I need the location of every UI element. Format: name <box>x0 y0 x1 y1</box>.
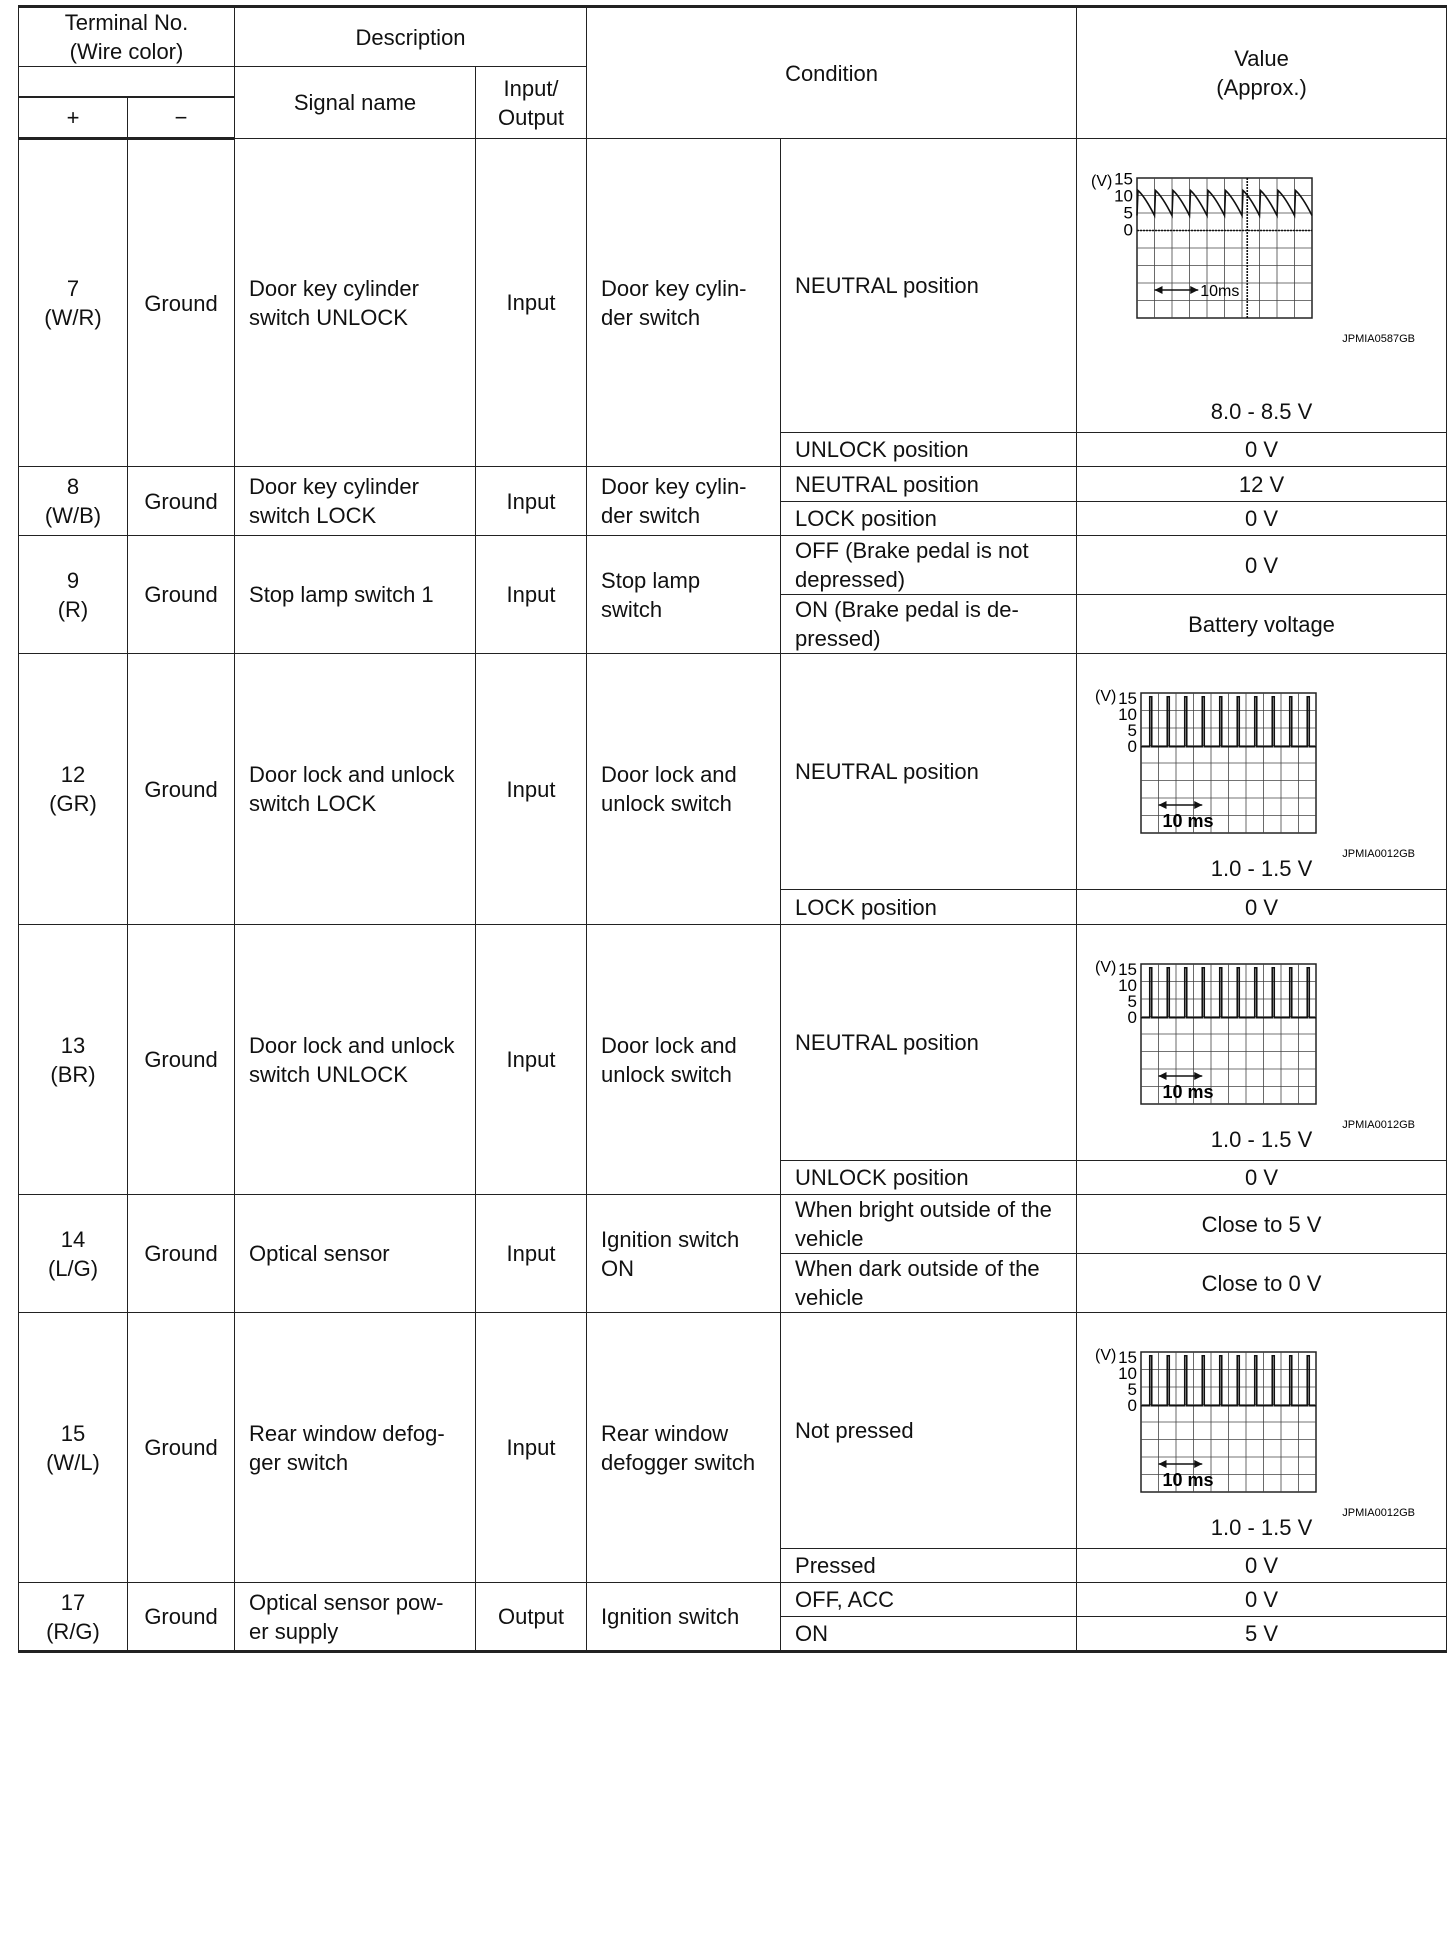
waveform-y-tick: 15 <box>1118 688 1138 708</box>
condition-state-cell <box>781 654 1077 890</box>
waveform-y-tick: 0 <box>1123 220 1134 240</box>
minus-terminal-cell: Ground <box>128 139 235 467</box>
condition-state-cell <box>781 139 1077 433</box>
header-input-label: Input/ <box>503 75 559 101</box>
input-output-cell: Input <box>476 1195 587 1313</box>
terminal-cell <box>19 1195 128 1313</box>
text-line: Door key cylinder <box>249 275 419 301</box>
text-line: Optical sensor pow- <box>249 1589 444 1615</box>
header-output-label: Output <box>498 104 565 130</box>
text-line: ON <box>601 1255 635 1281</box>
text-line: switch UNLOCK <box>249 304 408 330</box>
text-line: (GR) <box>49 791 97 816</box>
text-line: er supply <box>249 1618 339 1644</box>
text-line: defogger switch <box>601 1449 756 1475</box>
value-cell <box>1077 1313 1447 1549</box>
header-signal-name: Signal name <box>235 67 476 139</box>
text-line: OFF (Brake pedal is not <box>795 538 1029 563</box>
signal-name-cell <box>235 467 476 536</box>
table-row <box>19 536 1447 595</box>
value-cell: Close to 0 V <box>1077 1254 1447 1313</box>
condition-state-cell <box>781 925 1077 1161</box>
condition-state-cell <box>781 502 1077 536</box>
text-line: Ignition switch <box>601 1226 740 1252</box>
input-output-cell: Input <box>476 1313 587 1583</box>
signal-name-cell <box>235 139 476 467</box>
condition-cell <box>587 467 781 536</box>
waveform-figure <box>1077 142 1446 432</box>
text-line: vehicle <box>795 1285 864 1310</box>
text-line: (BR) <box>50 1061 96 1087</box>
condition-cell <box>587 1313 781 1583</box>
text-line: der switch <box>601 304 701 330</box>
minus-terminal-cell: Ground <box>128 1195 235 1313</box>
value-cell: Close to 5 V <box>1077 1195 1447 1254</box>
text-line: der switch <box>601 503 701 528</box>
value-cell: 0 V <box>1077 502 1447 536</box>
waveform-y-tick: 5 <box>1127 991 1138 1011</box>
value-cell: 0 V <box>1077 1549 1447 1583</box>
text-line: When bright outside of the <box>795 1197 1052 1222</box>
text-line: 15 <box>60 1420 86 1446</box>
waveform-y-tick: 5 <box>1127 720 1138 740</box>
text-line: Door lock and unlock <box>249 1032 455 1058</box>
value-cell: Battery voltage <box>1077 595 1447 654</box>
minus-terminal-cell: Ground <box>128 1313 235 1583</box>
waveform-y-tick: 15 <box>1118 1347 1138 1367</box>
condition-cell <box>587 925 781 1195</box>
signal-name-cell <box>235 1313 476 1583</box>
condition-state-cell <box>781 467 1077 502</box>
terminal-cell <box>19 536 128 654</box>
text-line: 17 <box>60 1589 86 1615</box>
text-line: Door key cylin- <box>601 275 747 301</box>
waveform-chart <box>1077 142 1447 382</box>
text-line: Pressed <box>795 1553 876 1578</box>
value-cell: 0 V <box>1077 433 1447 467</box>
waveform-unit-label: (V) <box>1091 173 1113 190</box>
terminal-spec-table <box>18 5 1447 1653</box>
text-line: NEUTRAL position <box>795 759 979 784</box>
terminal-cell <box>19 1313 128 1583</box>
value-cell: 5 V <box>1077 1617 1447 1652</box>
text-line: Door key cylin- <box>601 474 747 499</box>
value-text: 8.0 - 8.5 V <box>1210 399 1313 424</box>
text-line: (R) <box>57 596 89 622</box>
text-line: Not pressed <box>795 1418 914 1443</box>
value-cell <box>1077 139 1447 433</box>
minus-terminal-cell: Ground <box>128 654 235 925</box>
condition-state-cell <box>781 890 1077 925</box>
condition-state-cell <box>781 1549 1077 1583</box>
terminal-cell <box>19 654 128 925</box>
waveform-time-label: 10 ms <box>1162 1082 1214 1102</box>
waveform-y-tick: 0 <box>1127 1007 1138 1027</box>
header-condition: Condition <box>587 7 1077 139</box>
header-plus: + <box>19 97 128 139</box>
text-line: LOCK position <box>795 894 937 920</box>
condition-cell <box>587 1583 781 1652</box>
text-line: UNLOCK position <box>795 437 969 462</box>
table-row <box>19 1313 1447 1549</box>
waveform-figure-code: JPMIA0587GB <box>1342 333 1416 345</box>
text-line: unlock switch <box>601 791 732 816</box>
waveform-unit-label: (V) <box>1095 688 1117 705</box>
condition-state-cell <box>781 1313 1077 1549</box>
text-line: Rear window <box>601 1420 729 1446</box>
waveform-y-tick: 5 <box>1123 203 1134 223</box>
waveform-y-tick: 10 <box>1118 975 1138 995</box>
value-cell <box>1077 654 1447 890</box>
text-line: unlock switch <box>601 1061 732 1087</box>
text-line: (W/B) <box>44 503 102 528</box>
signal-name-cell <box>235 1195 476 1313</box>
value-text: 1.0 - 1.5 V <box>1210 856 1313 881</box>
input-output-cell: Input <box>476 536 587 654</box>
signal-name-cell <box>235 925 476 1195</box>
text-line: NEUTRAL position <box>795 471 979 497</box>
condition-state-cell <box>781 536 1077 595</box>
text-line: (L/G) <box>47 1255 99 1281</box>
text-line: 14 <box>60 1226 86 1252</box>
terminal-cell <box>19 139 128 467</box>
text-line: ON (Brake pedal is de- <box>795 597 1019 622</box>
table-row <box>19 925 1447 1161</box>
condition-state-cell <box>781 1161 1077 1195</box>
text-line: Door lock and <box>601 1032 737 1058</box>
waveform-y-tick: 5 <box>1127 1379 1138 1399</box>
value-text: 1.0 - 1.5 V <box>1210 1515 1313 1540</box>
condition-cell <box>587 654 781 925</box>
condition-state-cell <box>781 1195 1077 1254</box>
condition-state-cell <box>781 1617 1077 1652</box>
text-line: Door lock and unlock <box>249 762 455 787</box>
header-description: Description <box>235 7 587 67</box>
text-line: (R/G) <box>46 1618 100 1644</box>
input-output-cell: Output <box>476 1583 587 1652</box>
value-cell: 0 V <box>1077 890 1447 925</box>
input-output-cell: Input <box>476 925 587 1195</box>
text-line: ON <box>795 1621 829 1646</box>
value-text: 1.0 - 1.5 V <box>1210 1127 1313 1152</box>
terminal-cell <box>19 925 128 1195</box>
text-line: pressed) <box>795 626 881 651</box>
text-line: (W/L) <box>46 1449 100 1475</box>
text-line: Ignition switch <box>601 1604 740 1629</box>
text-line: switch LOCK <box>249 791 377 816</box>
terminal-rows <box>19 139 1447 1652</box>
waveform-figure-code: JPMIA0012GB <box>1342 1119 1416 1131</box>
header-terminal-no-label: Terminal No. <box>64 10 189 35</box>
text-line: depressed) <box>795 567 906 592</box>
text-line: Optical sensor <box>249 1241 390 1266</box>
text-line: LOCK position <box>795 506 937 531</box>
value-cell <box>1077 925 1447 1161</box>
table-row <box>19 467 1447 502</box>
text-line: switch <box>601 596 663 622</box>
text-line: switch LOCK <box>249 503 377 528</box>
waveform-y-tick: 10 <box>1118 1363 1138 1383</box>
header-wire-color-label: (Wire color) <box>69 39 184 64</box>
table-row <box>19 139 1447 433</box>
table-row <box>19 1583 1447 1617</box>
waveform-y-tick: 10 <box>1114 186 1134 206</box>
text-line: 12 <box>60 762 86 787</box>
minus-terminal-cell: Ground <box>128 467 235 536</box>
waveform-time-label: 10 ms <box>1162 1470 1214 1490</box>
waveform-y-tick: 0 <box>1127 736 1138 756</box>
text-line: NEUTRAL position <box>795 1030 979 1055</box>
waveform-y-tick: 10 <box>1118 704 1138 724</box>
text-line: (W/R) <box>44 305 102 330</box>
condition-state-cell <box>781 595 1077 654</box>
signal-name-cell <box>235 654 476 925</box>
value-cell: 0 V <box>1077 1161 1447 1195</box>
terminal-cell <box>19 467 128 536</box>
waveform-time-label: 10 ms <box>1162 811 1214 831</box>
header-terminal-no <box>19 7 235 67</box>
header-terminal-spacer <box>19 67 235 97</box>
waveform-figure-code: JPMIA0012GB <box>1342 848 1416 860</box>
table-row <box>19 654 1447 890</box>
signal-name-cell <box>235 1583 476 1652</box>
text-line: Stop lamp <box>601 567 701 593</box>
condition-state-cell <box>781 1583 1077 1617</box>
header-minus: − <box>128 97 235 139</box>
header-value <box>1077 7 1447 139</box>
waveform-y-tick: 15 <box>1114 169 1134 189</box>
text-line: 9 <box>66 567 80 593</box>
text-line: Stop lamp switch 1 <box>249 582 434 607</box>
table-row <box>19 1195 1447 1254</box>
value-cell: 0 V <box>1077 536 1447 595</box>
signal-name-cell <box>235 536 476 654</box>
text-line: OFF, ACC <box>795 1587 895 1612</box>
header-value-label: Value <box>1234 46 1289 71</box>
input-output-cell: Input <box>476 139 587 467</box>
condition-cell <box>587 536 781 654</box>
terminal-cell <box>19 1583 128 1652</box>
waveform-figure <box>1077 657 1446 889</box>
text-line: Door key cylinder <box>249 474 419 499</box>
waveform-figure <box>1077 928 1446 1160</box>
waveform-y-tick: 15 <box>1118 959 1138 979</box>
waveform-unit-label: (V) <box>1095 1347 1117 1364</box>
header-input-output <box>476 67 587 139</box>
waveform-time-label: 10ms <box>1200 283 1240 300</box>
text-line: Rear window defog- <box>249 1420 445 1446</box>
condition-cell <box>587 1195 781 1313</box>
minus-terminal-cell: Ground <box>128 925 235 1195</box>
text-line: switch UNLOCK <box>249 1061 408 1087</box>
text-line: 13 <box>60 1032 86 1058</box>
text-line: 8 <box>66 474 80 499</box>
waveform-figure <box>1077 1316 1446 1548</box>
waveform-y-tick: 0 <box>1127 1395 1138 1415</box>
text-line: When dark outside of the <box>795 1256 1040 1281</box>
minus-terminal-cell: Ground <box>128 536 235 654</box>
condition-state-cell <box>781 433 1077 467</box>
text-line: ger switch <box>249 1449 349 1475</box>
text-line: 7 <box>66 276 80 301</box>
condition-cell <box>587 139 781 467</box>
condition-state-cell <box>781 1254 1077 1313</box>
text-line: vehicle <box>795 1226 864 1251</box>
minus-terminal-cell: Ground <box>128 1583 235 1652</box>
value-cell: 12 V <box>1077 467 1447 502</box>
text-line: UNLOCK position <box>795 1165 969 1190</box>
value-cell: 0 V <box>1077 1583 1447 1617</box>
input-output-cell: Input <box>476 467 587 536</box>
waveform-unit-label: (V) <box>1095 959 1117 976</box>
input-output-cell: Input <box>476 654 587 925</box>
text-line: Door lock and <box>601 762 737 787</box>
text-line: NEUTRAL position <box>795 273 979 298</box>
header-approx-label: (Approx.) <box>1216 75 1307 100</box>
waveform-figure-code: JPMIA0012GB <box>1342 1507 1416 1519</box>
